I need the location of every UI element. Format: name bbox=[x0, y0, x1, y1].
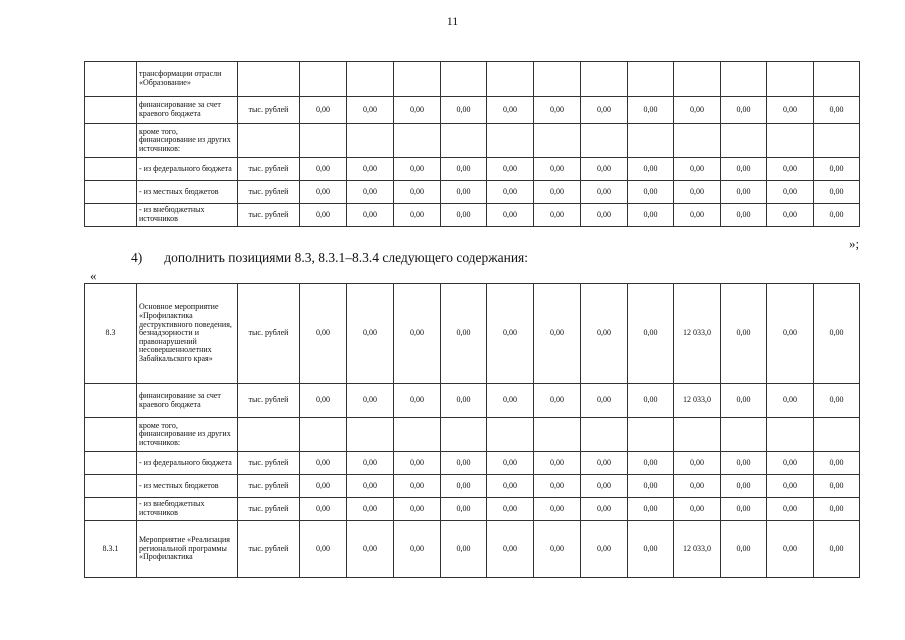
table-row bbox=[85, 452, 860, 475]
value-cell: 12 033,0 bbox=[674, 384, 721, 418]
value-cell: 0,00 bbox=[767, 158, 814, 181]
value-cell bbox=[347, 418, 394, 452]
value-cell bbox=[534, 124, 581, 158]
value-cell: 0,00 bbox=[347, 452, 394, 475]
value-cell bbox=[534, 62, 581, 97]
value-cell: 0,00 bbox=[674, 97, 721, 124]
value-cell: 0,00 bbox=[721, 475, 767, 498]
value-cell bbox=[674, 418, 721, 452]
value-cell bbox=[628, 124, 674, 158]
value-cell: 0,00 bbox=[581, 452, 628, 475]
table-row bbox=[85, 181, 860, 204]
value-cell bbox=[721, 62, 767, 97]
value-cell: 0,00 bbox=[347, 97, 394, 124]
value-cell: 0,00 bbox=[534, 97, 581, 124]
value-cell: 0,00 bbox=[534, 498, 581, 521]
value-cell: 0,00 bbox=[487, 284, 534, 384]
table-row bbox=[85, 62, 860, 97]
value-cell: 0,00 bbox=[581, 284, 628, 384]
instruction-number: 4) bbox=[131, 250, 143, 265]
value-cell: 0,00 bbox=[441, 384, 487, 418]
value-cell bbox=[300, 418, 347, 452]
position-code-cell bbox=[85, 384, 137, 418]
value-cell: 0,00 bbox=[394, 204, 441, 227]
value-cell bbox=[721, 418, 767, 452]
value-cell bbox=[394, 62, 441, 97]
value-cell: 0,00 bbox=[628, 158, 674, 181]
value-cell: 0,00 bbox=[628, 452, 674, 475]
value-cell: 0,00 bbox=[674, 452, 721, 475]
value-cell bbox=[441, 124, 487, 158]
position-code-cell bbox=[85, 97, 137, 124]
unit-cell: тыс. рублей bbox=[238, 384, 300, 418]
value-cell: 0,00 bbox=[300, 452, 347, 475]
instruction-text: дополнить позициями 8.3, 8.3.1–8.3.4 следующего содержания: bbox=[164, 250, 529, 265]
position-code-cell bbox=[85, 181, 137, 204]
position-code-cell: 8.3 bbox=[85, 284, 137, 384]
position-code-cell bbox=[85, 204, 137, 227]
row-label-cell: финансирование за счет краевого бюджета bbox=[137, 384, 238, 418]
value-cell bbox=[394, 418, 441, 452]
value-cell: 0,00 bbox=[581, 181, 628, 204]
unit-cell bbox=[238, 418, 300, 452]
unit-cell bbox=[238, 124, 300, 158]
value-cell: 0,00 bbox=[628, 521, 674, 578]
value-cell: 0,00 bbox=[674, 475, 721, 498]
value-cell: 0,00 bbox=[487, 498, 534, 521]
value-cell: 0,00 bbox=[487, 475, 534, 498]
value-cell: 0,00 bbox=[394, 452, 441, 475]
value-cell: 0,00 bbox=[394, 498, 441, 521]
value-cell: 0,00 bbox=[721, 284, 767, 384]
value-cell bbox=[721, 124, 767, 158]
value-cell: 0,00 bbox=[721, 498, 767, 521]
row-label-cell: - из внебюджетных источников bbox=[137, 498, 238, 521]
value-cell bbox=[628, 62, 674, 97]
value-cell: 0,00 bbox=[534, 384, 581, 418]
value-cell: 0,00 bbox=[394, 97, 441, 124]
value-cell: 0,00 bbox=[674, 181, 721, 204]
value-cell: 0,00 bbox=[674, 498, 721, 521]
value-cell: 0,00 bbox=[300, 97, 347, 124]
position-code-cell bbox=[85, 62, 137, 97]
opening-quote-mark: « bbox=[90, 268, 97, 283]
value-cell bbox=[487, 62, 534, 97]
value-cell: 0,00 bbox=[394, 521, 441, 578]
value-cell: 0,00 bbox=[441, 204, 487, 227]
value-cell bbox=[628, 418, 674, 452]
value-cell bbox=[441, 418, 487, 452]
value-cell: 0,00 bbox=[394, 158, 441, 181]
position-code-cell: 8.3.1 bbox=[85, 521, 137, 578]
value-cell: 0,00 bbox=[487, 158, 534, 181]
table-row bbox=[85, 284, 860, 384]
value-cell: 0,00 bbox=[814, 97, 860, 124]
value-cell: 0,00 bbox=[487, 452, 534, 475]
value-cell: 0,00 bbox=[534, 158, 581, 181]
value-cell: 0,00 bbox=[534, 204, 581, 227]
value-cell: 0,00 bbox=[394, 384, 441, 418]
value-cell: 0,00 bbox=[581, 158, 628, 181]
value-cell: 0,00 bbox=[300, 498, 347, 521]
value-cell bbox=[767, 418, 814, 452]
value-cell: 0,00 bbox=[534, 181, 581, 204]
value-cell: 0,00 bbox=[300, 158, 347, 181]
value-cell: 0,00 bbox=[534, 284, 581, 384]
table-row bbox=[85, 124, 860, 158]
value-cell: 0,00 bbox=[534, 452, 581, 475]
value-cell: 0,00 bbox=[767, 384, 814, 418]
value-cell bbox=[300, 124, 347, 158]
value-cell: 0,00 bbox=[721, 452, 767, 475]
table-row bbox=[85, 475, 860, 498]
value-cell: 0,00 bbox=[441, 97, 487, 124]
value-cell: 0,00 bbox=[394, 181, 441, 204]
value-cell: 0,00 bbox=[581, 521, 628, 578]
value-cell: 0,00 bbox=[581, 97, 628, 124]
value-cell: 0,00 bbox=[814, 475, 860, 498]
position-code-cell bbox=[85, 498, 137, 521]
row-label-cell: финансирование за счет краевого бюджета bbox=[137, 97, 238, 124]
value-cell: 0,00 bbox=[628, 475, 674, 498]
value-cell: 0,00 bbox=[487, 97, 534, 124]
value-cell: 0,00 bbox=[347, 475, 394, 498]
value-cell: 0,00 bbox=[721, 158, 767, 181]
value-cell: 0,00 bbox=[441, 521, 487, 578]
value-cell: 0,00 bbox=[767, 475, 814, 498]
unit-cell: тыс. рублей bbox=[238, 97, 300, 124]
value-cell: 0,00 bbox=[300, 521, 347, 578]
value-cell: 0,00 bbox=[721, 204, 767, 227]
value-cell: 0,00 bbox=[347, 521, 394, 578]
table-row bbox=[85, 158, 860, 181]
value-cell: 0,00 bbox=[628, 97, 674, 124]
value-cell bbox=[581, 418, 628, 452]
value-cell: 0,00 bbox=[767, 284, 814, 384]
value-cell: 0,00 bbox=[674, 158, 721, 181]
value-cell bbox=[814, 62, 860, 97]
unit-cell: тыс. рублей bbox=[238, 284, 300, 384]
position-code-cell bbox=[85, 158, 137, 181]
value-cell: 0,00 bbox=[300, 384, 347, 418]
unit-cell: тыс. рублей bbox=[238, 158, 300, 181]
value-cell: 0,00 bbox=[628, 181, 674, 204]
value-cell: 0,00 bbox=[441, 475, 487, 498]
value-cell: 0,00 bbox=[814, 452, 860, 475]
position-code-cell bbox=[85, 452, 137, 475]
value-cell: 0,00 bbox=[347, 181, 394, 204]
value-cell: 0,00 bbox=[767, 452, 814, 475]
value-cell: 0,00 bbox=[628, 498, 674, 521]
value-cell: 12 033,0 bbox=[674, 521, 721, 578]
value-cell: 0,00 bbox=[300, 475, 347, 498]
value-cell: 0,00 bbox=[581, 498, 628, 521]
value-cell: 0,00 bbox=[767, 204, 814, 227]
value-cell bbox=[767, 124, 814, 158]
table-row bbox=[85, 418, 860, 452]
value-cell: 0,00 bbox=[441, 158, 487, 181]
unit-cell: тыс. рублей bbox=[238, 521, 300, 578]
value-cell: 0,00 bbox=[487, 181, 534, 204]
value-cell bbox=[394, 124, 441, 158]
value-cell bbox=[487, 124, 534, 158]
value-cell: 0,00 bbox=[441, 498, 487, 521]
row-label-cell: Основное мероприятие «Профилактика деструктивного поведения, безнадзорности и правонарушений несовершеннолетних Забайкальского края» bbox=[137, 284, 238, 384]
table-row bbox=[85, 204, 860, 227]
row-label-cell: кроме того, финансирование из других источников: bbox=[137, 418, 238, 452]
unit-cell: тыс. рублей bbox=[238, 498, 300, 521]
closing-quote-mark: »; bbox=[849, 236, 860, 251]
value-cell bbox=[347, 124, 394, 158]
amendment-instruction bbox=[131, 250, 528, 266]
value-cell: 0,00 bbox=[767, 498, 814, 521]
unit-cell: тыс. рублей bbox=[238, 452, 300, 475]
row-label-cell: Мероприятие «Реализация региональной программы «Профилактика bbox=[137, 521, 238, 578]
value-cell: 0,00 bbox=[300, 284, 347, 384]
value-cell bbox=[581, 62, 628, 97]
row-label-cell: - из внебюджетных источников bbox=[137, 204, 238, 227]
position-code-cell bbox=[85, 124, 137, 158]
row-label-cell: - из федерального бюджета bbox=[137, 452, 238, 475]
value-cell: 0,00 bbox=[347, 284, 394, 384]
value-cell: 0,00 bbox=[674, 204, 721, 227]
value-cell bbox=[581, 124, 628, 158]
position-code-cell bbox=[85, 418, 137, 452]
value-cell: 0,00 bbox=[721, 97, 767, 124]
value-cell: 0,00 bbox=[487, 521, 534, 578]
value-cell: 0,00 bbox=[581, 204, 628, 227]
value-cell bbox=[487, 418, 534, 452]
value-cell: 0,00 bbox=[721, 181, 767, 204]
value-cell: 0,00 bbox=[347, 158, 394, 181]
row-label-cell: трансформации отрасли «Образование» bbox=[137, 62, 238, 97]
value-cell: 0,00 bbox=[441, 181, 487, 204]
value-cell: 0,00 bbox=[347, 384, 394, 418]
value-cell: 0,00 bbox=[767, 521, 814, 578]
unit-cell: тыс. рублей bbox=[238, 204, 300, 227]
position-code-cell bbox=[85, 475, 137, 498]
value-cell: 0,00 bbox=[628, 284, 674, 384]
row-label-cell: - из федерального бюджета bbox=[137, 158, 238, 181]
unit-cell: тыс. рублей bbox=[238, 475, 300, 498]
row-label-cell: - из местных бюджетов bbox=[137, 181, 238, 204]
page-number: 11 bbox=[446, 14, 459, 28]
value-cell: 0,00 bbox=[581, 475, 628, 498]
value-cell: 0,00 bbox=[534, 475, 581, 498]
value-cell bbox=[534, 418, 581, 452]
value-cell bbox=[814, 124, 860, 158]
value-cell: 0,00 bbox=[814, 204, 860, 227]
value-cell bbox=[300, 62, 347, 97]
value-cell: 0,00 bbox=[347, 498, 394, 521]
value-cell: 0,00 bbox=[767, 97, 814, 124]
budget-table-bottom bbox=[84, 283, 860, 578]
value-cell bbox=[441, 62, 487, 97]
value-cell: 0,00 bbox=[394, 284, 441, 384]
value-cell bbox=[814, 418, 860, 452]
value-cell: 0,00 bbox=[814, 284, 860, 384]
value-cell: 0,00 bbox=[581, 384, 628, 418]
value-cell bbox=[347, 62, 394, 97]
value-cell: 0,00 bbox=[814, 498, 860, 521]
row-label-cell: - из местных бюджетов bbox=[137, 475, 238, 498]
value-cell: 0,00 bbox=[721, 521, 767, 578]
table-row bbox=[85, 498, 860, 521]
table-row bbox=[85, 384, 860, 418]
value-cell: 12 033,0 bbox=[674, 284, 721, 384]
unit-cell bbox=[238, 62, 300, 97]
value-cell: 0,00 bbox=[487, 204, 534, 227]
value-cell: 0,00 bbox=[814, 521, 860, 578]
value-cell: 0,00 bbox=[441, 452, 487, 475]
value-cell bbox=[674, 124, 721, 158]
table-row bbox=[85, 97, 860, 124]
value-cell: 0,00 bbox=[347, 204, 394, 227]
value-cell: 0,00 bbox=[300, 204, 347, 227]
value-cell: 0,00 bbox=[628, 204, 674, 227]
value-cell: 0,00 bbox=[394, 475, 441, 498]
row-label-cell: кроме того, финансирование из других источников: bbox=[137, 124, 238, 158]
value-cell: 0,00 bbox=[628, 384, 674, 418]
value-cell: 0,00 bbox=[441, 284, 487, 384]
value-cell: 0,00 bbox=[814, 158, 860, 181]
value-cell: 0,00 bbox=[721, 384, 767, 418]
value-cell: 0,00 bbox=[814, 181, 860, 204]
value-cell: 0,00 bbox=[814, 384, 860, 418]
value-cell: 0,00 bbox=[300, 181, 347, 204]
unit-cell: тыс. рублей bbox=[238, 181, 300, 204]
value-cell: 0,00 bbox=[534, 521, 581, 578]
value-cell: 0,00 bbox=[487, 384, 534, 418]
value-cell: 0,00 bbox=[767, 181, 814, 204]
table-row bbox=[85, 521, 860, 578]
budget-table-top bbox=[84, 61, 860, 227]
value-cell bbox=[674, 62, 721, 97]
value-cell bbox=[767, 62, 814, 97]
